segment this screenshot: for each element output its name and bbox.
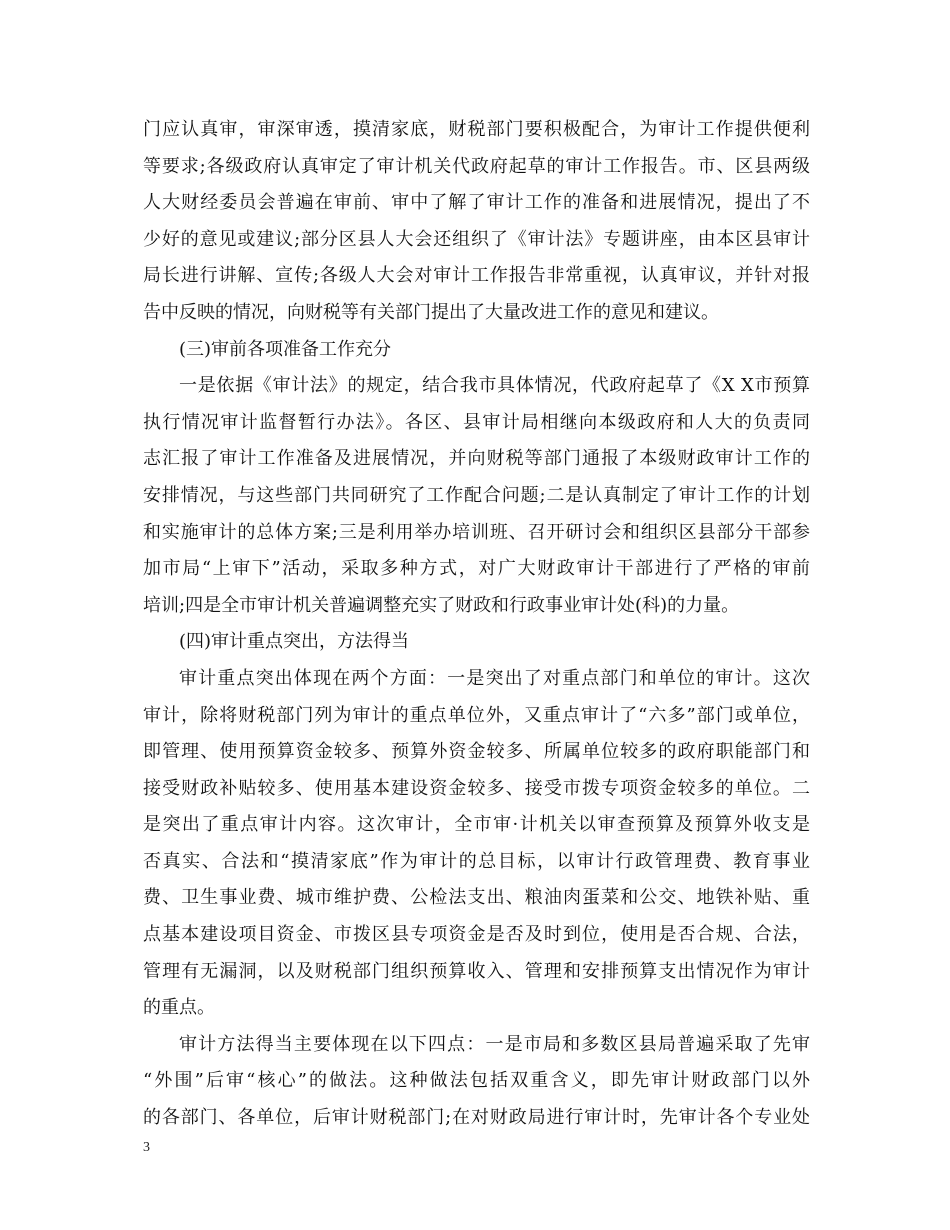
text-line: 即管理、使用预算资金较多、预算外资金较多、所属单位较多的政府职能部门和 (143, 741, 810, 763)
page-number: 3 (143, 1140, 150, 1155)
text-line: 少好的意见或建议;部分区县人大会还组织了《审计法》专题讲座，由本区县审计 (143, 228, 810, 250)
text-line: 告中反映的情况，向财税等有关部门提出了大量改进工作的意见和建议。 (143, 301, 719, 323)
text-line: 一是依据《审计法》的规定，结合我市具体情况，代政府起草了《X X市预算 (179, 375, 810, 397)
text-line: 门应认真审，审深审透，摸清家底，财税部门要积极配合，为审计工作提供便利 (143, 119, 810, 140)
text-line: 的各部门、各单位，后审计财税部门;在对财政局进行审计时，先审计各个专业处 (143, 1107, 810, 1129)
text-line: 审计重点突出体现在两个方面：一是突出了对重点部门和单位的审计。这次 (179, 667, 810, 689)
text-line: “外围”后审“核心”的做法。这种做法包括双重含义，即先审计财政部门以外 (143, 1070, 810, 1092)
text-line: 是突出了重点审计内容。这次审计，全市审·计机关以审查预算及预算外收支是 (143, 814, 810, 836)
text-line: 费、卫生事业费、城市维护费、公检法支出、粮油肉蛋菜和公交、地铁补贴、重 (143, 887, 810, 909)
document-body (143, 112, 810, 1137)
text-line: 的重点。 (143, 997, 215, 1019)
text-line: 等要求;各级政府认真审定了审计机关代政府起草的审计工作报告。市、区县两级 (143, 155, 810, 177)
text-line: 志汇报了审计工作准备及进展情况，并向财税等部门通报了本级财政审计工作的 (143, 448, 810, 470)
text-line: 否真实、合法和“摸清家底”作为审计的总目标，以审计行政管理费、教育事业 (143, 850, 810, 872)
text-line: 培训;四是全市审计机关普遍调整充实了财政和行政事业审计处(科)的力量。 (143, 594, 740, 616)
text-line: 接受财政补贴较多、使用基本建设资金较多、接受市拨专项资金较多的单位。二 (143, 777, 810, 799)
section-heading-4: (四)审计重点突出，方法得当 (179, 631, 410, 653)
text-line: 点基本建设项目资金、市拨区县专项资金是否及时到位，使用是否合规、合法， (143, 924, 810, 946)
text-line: 执行情况审计监督暂行办法》。各区、县审计局相继向本级政府和人大的负责同 (143, 411, 810, 433)
text-line: 安排情况，与这些部门共同研究了工作配合问题;二是认真制定了审计工作的计划 (143, 484, 810, 506)
text-line: 人大财经委员会普遍在审前、审中了解了审计工作的准备和进展情况，提出了不 (143, 192, 810, 214)
text-line: 审计方法得当主要体现在以下四点：一是市局和多数区县局普遍采取了先审 (179, 1033, 810, 1055)
text-line: 加市局“上审下”活动，采取多种方式，对广大财政审计干部进行了严格的审前 (143, 558, 810, 580)
text-line: 审计，除将财税部门列为审计的重点单位外，又重点审计了“六多”部门或单位， (143, 704, 810, 726)
text-line: 和实施审计的总体方案;三是利用举办培训班、召开研讨会和组织区县部分干部参 (143, 521, 810, 543)
text-line: 局长进行讲解、宣传;各级人大会对审计工作报告非常重视，认真审议，并针对报 (143, 265, 810, 287)
section-heading-3: (三)审前各项准备工作充分 (179, 338, 392, 360)
text-line: 管理有无漏洞，以及财税部门组织预算收入、管理和安排预算支出情况作为审计 (143, 960, 810, 982)
